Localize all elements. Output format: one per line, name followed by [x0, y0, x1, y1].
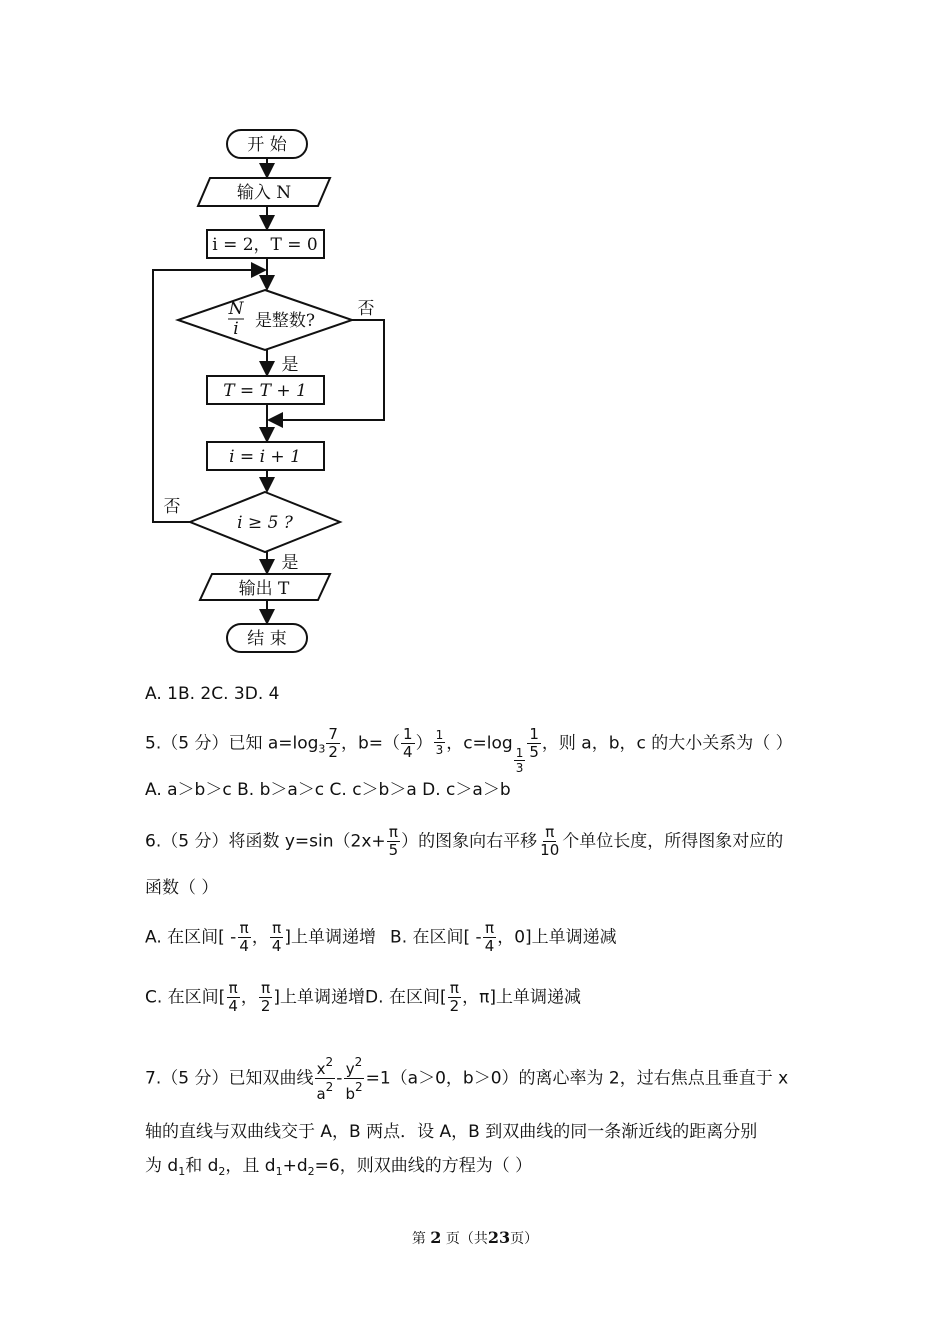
q7-suffix: =1（a＞0，b＞0）的离心率为 2，过右焦点且垂直于 x	[365, 1068, 789, 1089]
q5-a-fraction: $\frac{7}{2}$	[328, 725, 338, 761]
q6-suffix: 个单位长度，所得图象对应的	[562, 831, 784, 852]
q6-option-c-fraction-1: $\frac{\pi}{4}$	[228, 979, 238, 1015]
q6-option-a-prefix: A. 在区间[ -	[145, 927, 237, 948]
q7-line-3: 为 $d_1$和 $d_2$，且 $d_1+d_2=6$，则双曲线的方程为（ ）	[145, 1156, 533, 1178]
q5-c-fraction: $\frac{1}{5}$	[529, 725, 539, 761]
increment-t-label: T = T + 1	[223, 381, 307, 401]
q4-options: A. 1B. 2C. 3D. 4	[145, 684, 280, 704]
cond2-label: i ≥ 5 ?	[237, 513, 293, 533]
q6-option-a-fraction-2: $\frac{\pi}{4}$	[271, 919, 282, 955]
page-footer: 第 2 页（共23页）	[411, 1228, 539, 1247]
q6-option-c-suffix: ]上单调递增	[273, 987, 366, 1008]
q5-b-prefix: ，b=（	[340, 733, 401, 754]
q5-suffix: ，则 a，b，c 的大小关系为（ ）	[541, 733, 793, 754]
q6-prefix: 6.（5 分）将函数 y=sin（2x+	[145, 831, 386, 852]
q6-option-a-comma: ，	[251, 927, 269, 948]
q6-option-c-comma: ，	[240, 987, 258, 1008]
q6-option-b-prefix: B. 在区间[ -	[390, 927, 482, 948]
q5-b-fraction: $\frac{1}{4}$	[403, 725, 413, 761]
q6-option-d-fraction: $\frac{\pi}{2}$	[449, 979, 460, 1015]
q7-line-2: 轴的直线与双曲线交于 A，B 两点．设 A，B 到双曲线的同一条渐近线的距离分别	[145, 1122, 758, 1142]
q6-mid: ）的图象向右平移	[401, 831, 538, 852]
q6-option-c-fraction-2: $\frac{\pi}{2}$	[260, 979, 271, 1015]
page-total: 23	[487, 1228, 511, 1247]
start-label: 开 始	[247, 135, 287, 155]
q6-line-2: 函数（ ）	[145, 878, 219, 898]
output-label: 输出 T	[238, 579, 290, 599]
q7-x-fraction: $\frac{x^2}{a^2}$	[316, 1055, 334, 1103]
q6-options-ab	[145, 920, 617, 955]
q6-option-a-fraction-1: $\frac{\pi}{4}$	[239, 919, 249, 955]
q5-c-prefix: ，c=log	[446, 733, 513, 754]
cond1-denominator: i	[233, 319, 239, 339]
yes-label-1: 是	[281, 355, 299, 375]
flowchart-diagram	[140, 118, 440, 663]
q6-option-b-suffix: ，0]上单调递减	[497, 927, 617, 948]
yes-label-2: 是	[281, 553, 299, 573]
q6-fraction-2: $\frac{\pi}{10}$	[540, 823, 560, 859]
q6-option-b-fraction: $\frac{\pi}{4}$	[484, 919, 495, 955]
q6-fraction-1: $\frac{\pi}{5}$	[388, 823, 399, 859]
q5-b-exponent: $\frac{1}{3}$	[435, 727, 444, 757]
cond1-numerator: N	[228, 299, 244, 319]
q5-b-close: ）	[415, 733, 433, 754]
q7-prefix: 7.（5 分）已知双曲线	[145, 1068, 314, 1089]
question-5	[145, 726, 793, 775]
question-6	[145, 824, 783, 859]
init-label: i = 2，T = 0	[212, 235, 318, 255]
question-7	[145, 1054, 788, 1103]
q6-option-a-suffix: ]上单调递增	[284, 927, 377, 948]
q7-y-fraction: $\frac{y^2}{b^2}$	[345, 1055, 363, 1103]
q6-option-d-prefix: D. 在区间[	[365, 987, 447, 1008]
q6-option-d-suffix: ，π]上单调递减	[462, 987, 581, 1008]
no-label-2: 否	[163, 497, 181, 517]
cond1-label: 是整数?	[254, 311, 316, 331]
q5-c-base: $\frac{1}{3}$	[515, 745, 524, 775]
q7-minus: -	[336, 1068, 343, 1089]
increment-i-label: i = i + 1	[229, 447, 301, 467]
q6-options-cd	[145, 980, 581, 1015]
page-number: 2	[430, 1228, 442, 1247]
q5-prefix: 5.（5 分）已知 a=log	[145, 733, 319, 754]
end-label: 结 束	[247, 629, 287, 649]
input-label: 输入 N	[236, 183, 292, 203]
no-label-1: 否	[357, 299, 375, 319]
q6-option-c-prefix: C. 在区间[	[145, 987, 226, 1008]
q5-log-base: 3	[318, 742, 326, 756]
q5-options: A. a＞b＞c B. b＞a＞c C. c＞b＞a D. c＞a＞b	[145, 780, 511, 800]
